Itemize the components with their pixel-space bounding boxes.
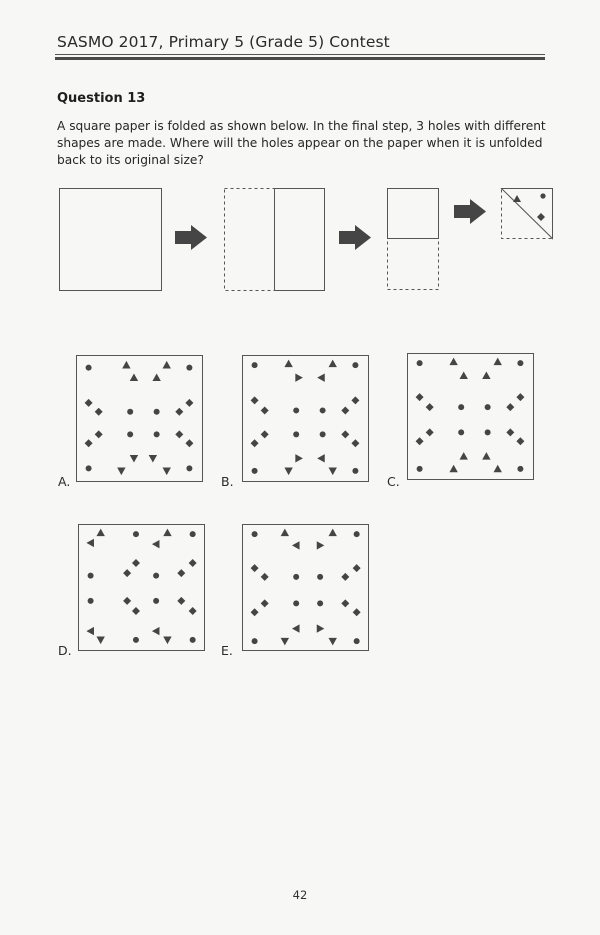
diamond-hole-icon	[175, 408, 183, 416]
circle-hole-icon	[153, 573, 159, 579]
diamond-hole-icon	[85, 439, 93, 447]
triangle-left-icon	[292, 541, 300, 549]
circle-hole-icon	[186, 365, 192, 371]
circle-hole-icon	[153, 598, 159, 604]
circle-hole-icon	[293, 574, 299, 580]
triangle-up-icon	[449, 358, 457, 366]
triangle-down-icon	[117, 468, 125, 476]
circle-hole-icon	[458, 404, 464, 410]
diamond-hole-icon	[123, 597, 131, 605]
diamond-hole-icon	[516, 437, 524, 445]
circle-hole-icon	[485, 429, 491, 435]
triangle-left-icon	[292, 624, 300, 632]
triangle-up-icon	[122, 361, 130, 369]
diamond-hole-icon	[177, 569, 185, 577]
diamond-hole-icon	[185, 439, 193, 447]
diamond-hole-icon	[85, 399, 93, 407]
triangle-left-icon	[152, 540, 160, 548]
triangle-up-icon	[284, 360, 292, 368]
triangle-down-icon	[329, 468, 337, 476]
triangle-up-icon	[482, 452, 490, 460]
triangle-up-icon	[329, 529, 337, 537]
triangle-right-icon	[295, 373, 303, 381]
triangle-up-icon	[130, 373, 138, 381]
triangle-down-icon	[96, 637, 104, 645]
diamond-hole-icon	[261, 430, 269, 438]
triangle-up-icon	[163, 529, 171, 537]
diamond-hole-icon	[353, 608, 361, 616]
triangle-left-icon	[86, 539, 94, 547]
circle-hole-icon	[127, 431, 133, 437]
circle-hole-icon	[154, 431, 160, 437]
circle-hole-icon	[86, 465, 92, 471]
diamond-hole-icon	[351, 396, 359, 404]
diamond-hole-icon	[341, 406, 349, 414]
option-frame	[77, 356, 203, 482]
diamond-hole-icon	[341, 573, 349, 581]
diamond-hole-icon	[251, 564, 259, 572]
triangle-up-icon	[329, 360, 337, 368]
diamond-hole-icon	[251, 396, 259, 404]
circle-hole-icon	[252, 638, 258, 644]
circle-hole-icon	[354, 531, 360, 537]
circle-hole-icon	[88, 598, 94, 604]
diamond-hole-icon	[132, 607, 140, 615]
circle-hole-icon	[252, 362, 258, 368]
diamond-hole-icon	[175, 430, 183, 438]
option-frame	[408, 354, 534, 480]
diamond-hole-icon	[351, 439, 359, 447]
triangle-left-icon	[152, 627, 160, 635]
circle-hole-icon	[293, 407, 299, 413]
diamond-hole-icon	[261, 599, 269, 607]
triangle-up-icon	[494, 358, 502, 366]
diamond-hole-icon	[506, 428, 514, 436]
diamond-hole-icon	[341, 599, 349, 607]
circle-hole-icon	[354, 638, 360, 644]
page-number: 42	[292, 888, 308, 902]
circle-hole-icon	[88, 573, 94, 579]
diamond-hole-icon	[416, 393, 424, 401]
circle-hole-icon	[485, 404, 491, 410]
diamond-hole-icon	[416, 437, 424, 445]
diamond-hole-icon	[426, 428, 434, 436]
option-c-label[interactable]: C.	[387, 474, 400, 489]
question-text: A square paper is folded as shown below. In the final step, 3 holes with different shapes are made. Where will the holes appear on the paper when it is unfolded back to its original size?	[57, 119, 546, 167]
header-title: SASMO 2017, Primary 5 (Grade 5) Contest	[57, 33, 390, 51]
triangle-down-icon	[329, 638, 337, 646]
triangle-down-icon	[130, 455, 138, 463]
diamond-hole-icon	[251, 608, 259, 616]
diamond-hole-icon	[426, 403, 434, 411]
question-title: Question 13	[57, 91, 146, 106]
triangle-up-icon	[96, 529, 104, 537]
circle-hole-icon	[417, 466, 423, 472]
option-b-label[interactable]: B.	[221, 474, 234, 489]
circle-hole-icon	[133, 637, 139, 643]
diamond-hole-icon	[261, 573, 269, 581]
triangle-down-icon	[163, 637, 171, 645]
circle-hole-icon	[293, 431, 299, 437]
circle-hole-icon	[352, 362, 358, 368]
diamond-hole-icon	[189, 559, 197, 567]
circle-hole-icon	[517, 360, 523, 366]
triangle-right-icon	[295, 454, 303, 462]
triangle-down-icon	[163, 468, 171, 476]
diamond-hole-icon	[95, 430, 103, 438]
circle-hole-icon	[190, 637, 196, 643]
diamond-hole-icon	[189, 607, 197, 615]
triangle-down-icon	[149, 455, 157, 463]
option-e-label[interactable]: E.	[221, 643, 233, 658]
option-d-label[interactable]: D.	[58, 643, 72, 658]
circle-hole-icon	[417, 360, 423, 366]
triangle-up-icon	[460, 371, 468, 379]
diamond-hole-icon	[123, 569, 131, 577]
triangle-up-icon	[460, 452, 468, 460]
circle-hole-icon	[458, 429, 464, 435]
diamond-hole-icon	[341, 430, 349, 438]
circle-hole-icon	[320, 407, 326, 413]
triangle-up-icon	[449, 465, 457, 473]
circle-hole-icon	[190, 531, 196, 537]
option-frame	[243, 525, 369, 651]
triangle-left-icon	[317, 454, 325, 462]
diamond-hole-icon	[261, 406, 269, 414]
triangle-up-icon	[163, 361, 171, 369]
diamond-hole-icon	[95, 408, 103, 416]
triangle-left-icon	[86, 627, 94, 635]
option-b-square[interactable]	[243, 356, 369, 482]
diamond-hole-icon	[177, 597, 185, 605]
triangle-down-icon	[284, 468, 292, 476]
triangle-left-icon	[317, 373, 325, 381]
option-a-label[interactable]: A.	[58, 474, 71, 489]
option-d-square[interactable]	[79, 525, 205, 651]
option-a-square[interactable]	[77, 356, 203, 482]
diamond-hole-icon	[516, 393, 524, 401]
diamond-hole-icon	[132, 559, 140, 567]
triangle-right-icon	[317, 541, 325, 549]
circle-hole-icon	[252, 468, 258, 474]
circle-hole-icon	[317, 600, 323, 606]
circle-hole-icon	[317, 574, 323, 580]
triangle-up-icon	[482, 371, 490, 379]
option-e-square[interactable]	[243, 525, 369, 651]
circle-hole-icon	[252, 531, 258, 537]
circle-hole-icon	[293, 600, 299, 606]
triangle-up-icon	[281, 529, 289, 537]
circle-hole-icon	[320, 431, 326, 437]
circle-hole-icon	[127, 409, 133, 415]
circle-hole-icon	[86, 365, 92, 371]
circle-hole-icon	[133, 531, 139, 537]
option-frame	[243, 356, 369, 482]
circle-hole-icon	[154, 409, 160, 415]
option-frame	[79, 525, 205, 651]
diamond-hole-icon	[185, 399, 193, 407]
circle-hole-icon	[186, 465, 192, 471]
diamond-hole-icon	[251, 439, 259, 447]
circle-hole-icon	[517, 466, 523, 472]
triangle-right-icon	[317, 624, 325, 632]
triangle-up-icon	[494, 465, 502, 473]
triangle-down-icon	[281, 638, 289, 646]
option-c-square[interactable]	[408, 354, 534, 480]
diamond-hole-icon	[506, 403, 514, 411]
triangle-up-icon	[152, 373, 160, 381]
circle-hole-icon	[352, 468, 358, 474]
diamond-hole-icon	[353, 564, 361, 572]
